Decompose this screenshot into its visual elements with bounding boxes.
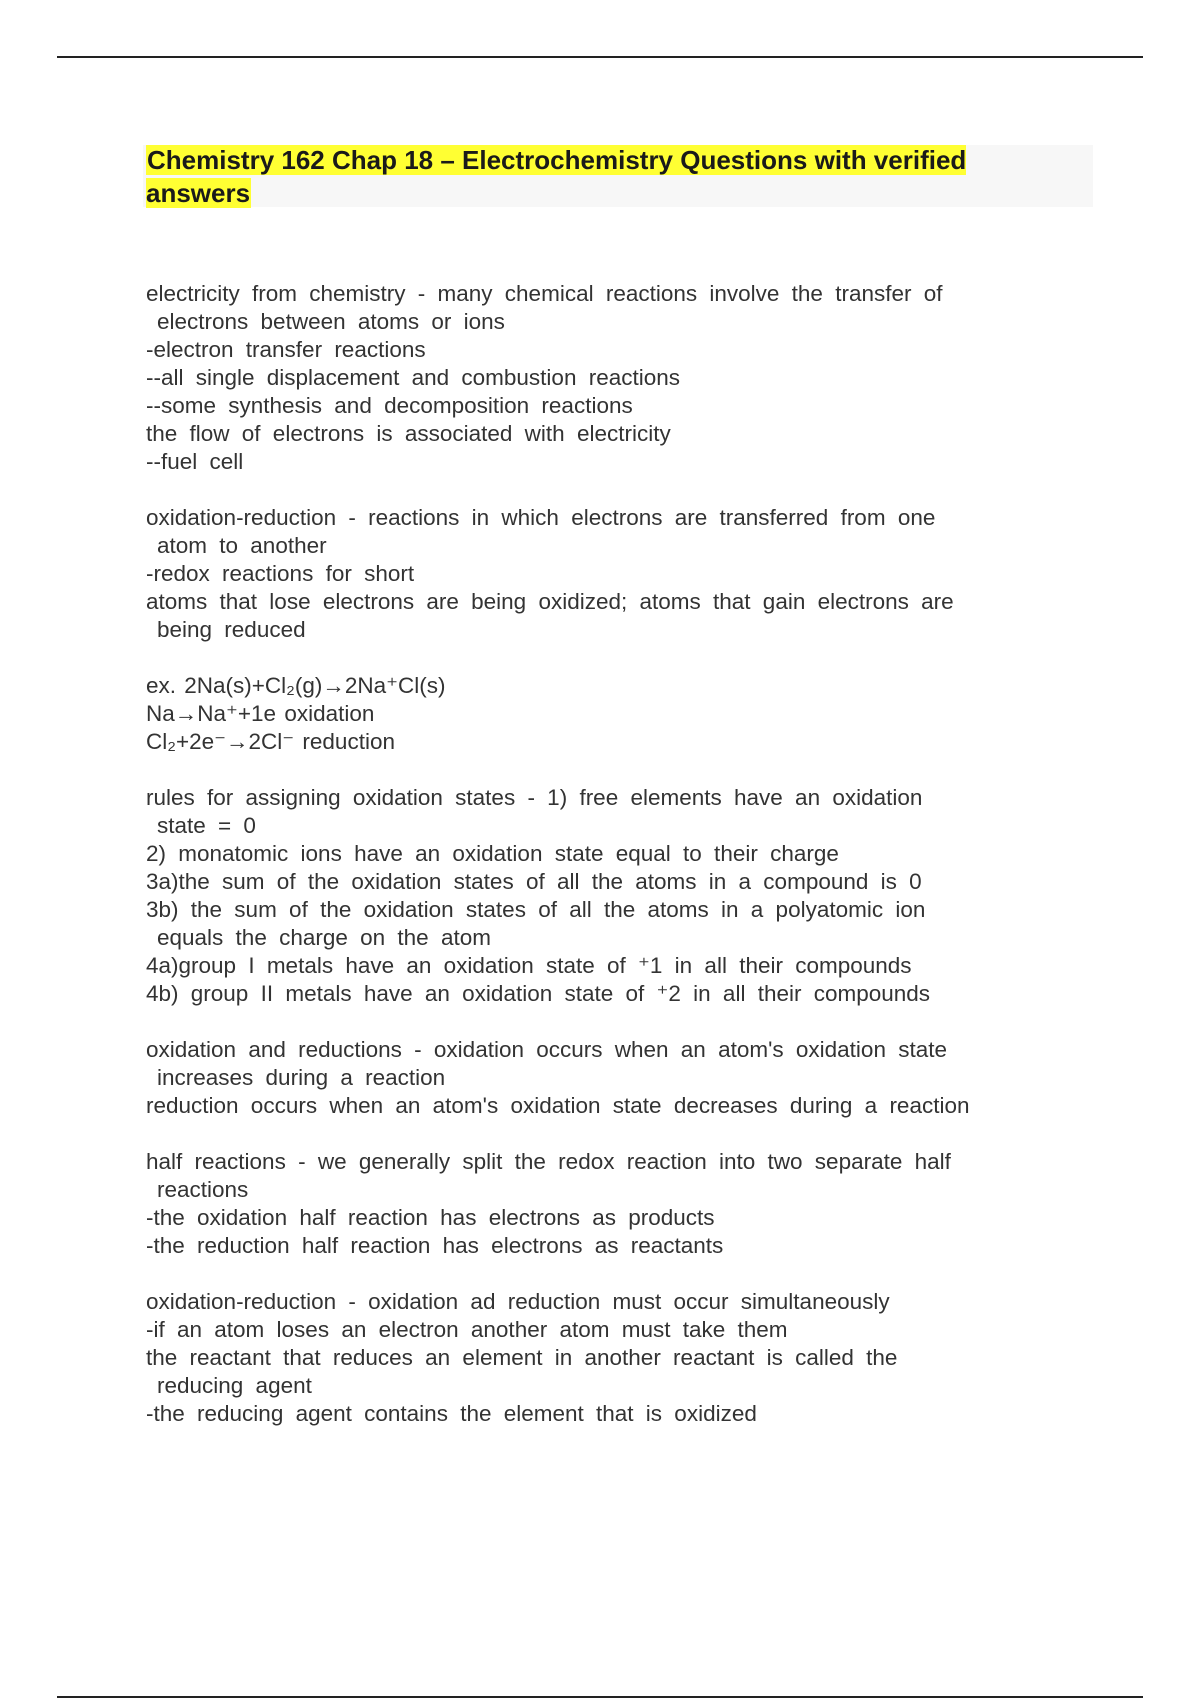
text-line: 2) monatomic ions have an oxidation state equal to their charge [146, 841, 839, 866]
document-body [146, 280, 1076, 1456]
text-line: electrons between atoms or ions [157, 309, 505, 334]
header-rule [57, 56, 1143, 58]
text-line: atom to another [157, 533, 327, 558]
text-line: increases during a reaction [157, 1065, 446, 1090]
document-title [146, 144, 1066, 210]
text-line: electricity from chemistry - many chemical reactions involve the transfer of [146, 281, 943, 306]
text-line: oxidation and reductions - oxidation occurs when an atom's oxidation state [146, 1037, 947, 1062]
text-line: being reduced [157, 617, 306, 642]
equation-line: ex. 2Na(s)+Cl₂(g)→2Na⁺Cl(s) [146, 673, 446, 698]
entry-oxidation-reduction [146, 504, 1076, 644]
text-line: 3b) the sum of the oxidation states of all the atoms in a polyatomic ion [146, 897, 926, 922]
text-line: oxidation-reduction - oxidation ad reduction must occur simultaneously [146, 1289, 890, 1314]
text-line: 4b) group II metals have an oxidation state of ⁺2 in all their compounds [146, 981, 931, 1006]
text-line: oxidation-reduction - reactions in which electrons are transferred from one [146, 505, 936, 530]
text-line: --some synthesis and decomposition reactions [146, 393, 633, 418]
text-line: 3a)the sum of the oxidation states of all the atoms in a compound is 0 [146, 869, 922, 894]
text-line: the reactant that reduces an element in another reactant is called the [146, 1345, 898, 1370]
text-line: half reactions - we generally split the redox reaction into two separate half [146, 1149, 951, 1174]
equation-line: Na→Na⁺+1e oxidation [146, 701, 375, 726]
document-title-text: Chemistry 162 Chap 18 – Electrochemistry Questions with verified answers [146, 145, 967, 208]
text-line: -redox reactions for short [146, 561, 415, 586]
entry-electricity-from-chemistry [146, 280, 1076, 476]
text-line: -the reducing agent contains the element that is oxidized [146, 1401, 757, 1426]
text-line: reactions [157, 1177, 249, 1202]
entry-oxidation-state-rules [146, 784, 1076, 1008]
text-line: reducing agent [157, 1373, 312, 1398]
text-line: the flow of electrons is associated with electricity [146, 421, 671, 446]
text-line: rules for assigning oxidation states - 1) free elements have an oxidation [146, 785, 923, 810]
text-line: --fuel cell [146, 449, 244, 474]
footer-rule [57, 1696, 1143, 1698]
text-line: -electron transfer reactions [146, 337, 426, 362]
text-line: -the oxidation half reaction has electrons as products [146, 1205, 715, 1230]
text-line: --all single displacement and combustion reactions [146, 365, 681, 390]
text-line: atoms that lose electrons are being oxidized; atoms that gain electrons are [146, 589, 954, 614]
entry-oxidation-and-reductions [146, 1036, 1076, 1120]
text-line: equals the charge on the atom [157, 925, 491, 950]
text-line: -if an atom loses an electron another atom must take them [146, 1317, 788, 1342]
entry-half-reactions [146, 1148, 1076, 1260]
text-line: reduction occurs when an atom's oxidation state decreases during a reaction [146, 1093, 970, 1118]
text-line: state = 0 [157, 813, 256, 838]
entry-oxidation-reduction-agents [146, 1288, 1076, 1428]
equation-line: Cl₂+2e⁻→2Cl⁻ reduction [146, 729, 395, 754]
entry-example-equations [146, 672, 1076, 756]
text-line: -the reduction half reaction has electrons as reactants [146, 1233, 724, 1258]
text-line: 4a)group I metals have an oxidation state of ⁺1 in all their compounds [146, 953, 912, 978]
